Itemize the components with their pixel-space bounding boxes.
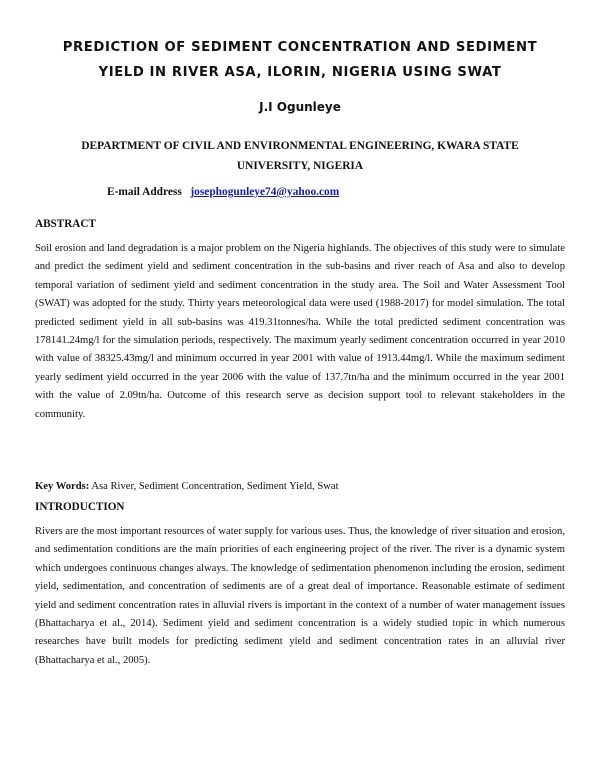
abstract-heading: ABSTRACT (35, 218, 96, 230)
introduction-heading: INTRODUCTION (35, 501, 125, 513)
email-link[interactable]: josephogunleye74@yahoo.com (190, 186, 340, 198)
keywords-label: Key Words: (35, 481, 90, 492)
keywords-text: Asa River, Sediment Concentration, Sediment Yield, Swat (91, 481, 339, 492)
keywords-line (35, 481, 565, 492)
affiliation: DEPARTMENT OF CIVIL AND ENVIRONMENTAL ENGINEERING, KWARA STATE UNIVERSITY, NIGERIA (81, 140, 519, 172)
email-label: E-mail Address (107, 186, 182, 198)
author-name: J.I Ogunleye (259, 100, 341, 114)
email-line (107, 186, 339, 198)
abstract-text: Soil erosion and land degradation is a major problem on the Nigeria highlands. The objectives of this study were to simulate and predict the sediment yield and sediment concentration in the sub-basins and river reach of Asa and also to develop temporal variation of sediment yield and sediment concentration in the study area. The Soil and Water Assessment Tool (SWAT) was adopted for the study. Thirty years meteorological data were used (1988-2017) for model simulation. The total predicted sediment yield in all sub-basins was 419.31tonnes/ha. While the total predicted sediment concentration was 178141.24mg/l for the simulation periods, respectively. The maximum yearly sediment concentration occurred in year 2010 with value of 38325.43mg/l and minimum occurred in year 2001 with value of 1913.44mg/l. While the maximum sediment yearly sediment yield occurred in the year 2006 with the value of 137.7tn/ha and the minimum occurred in the year 2001 with the value of 2.09tn/ha. Outcome of this research serve as decision support tool to relevant stakeholders in the community. (35, 243, 565, 420)
paper-title: PREDICTION OF SEDIMENT CONCENTRATION AND SEDIMENT YIELD IN RIVER ASA, ILORIN, NIGERIA USING SWAT (62, 40, 538, 80)
introduction-text: Rivers are the most important resources of water supply for various uses. Thus, the knowledge of river situation and erosion, and sedimentation conditions are the main priorities of each engineering project of the river. The river is a dynamic system which undergoes continuous changes always. The knowledge of sedimentation phenomenon including the erosion, sediment yield, sedimentation, and concentration of sediments are of a great deal of importance. Reasonable estimate of sediment yield and sediment concentration rates in alluvial rivers is important in the context of a number of water management issues (Bhattacharya et al., 2014). Sediment yield and sediment concentration is a widely studied topic in which numerous researches have built models for predicting sediment yield and sediment concentration rates in an alluvial river (Bhattacharya et al., 2005). (35, 526, 565, 666)
